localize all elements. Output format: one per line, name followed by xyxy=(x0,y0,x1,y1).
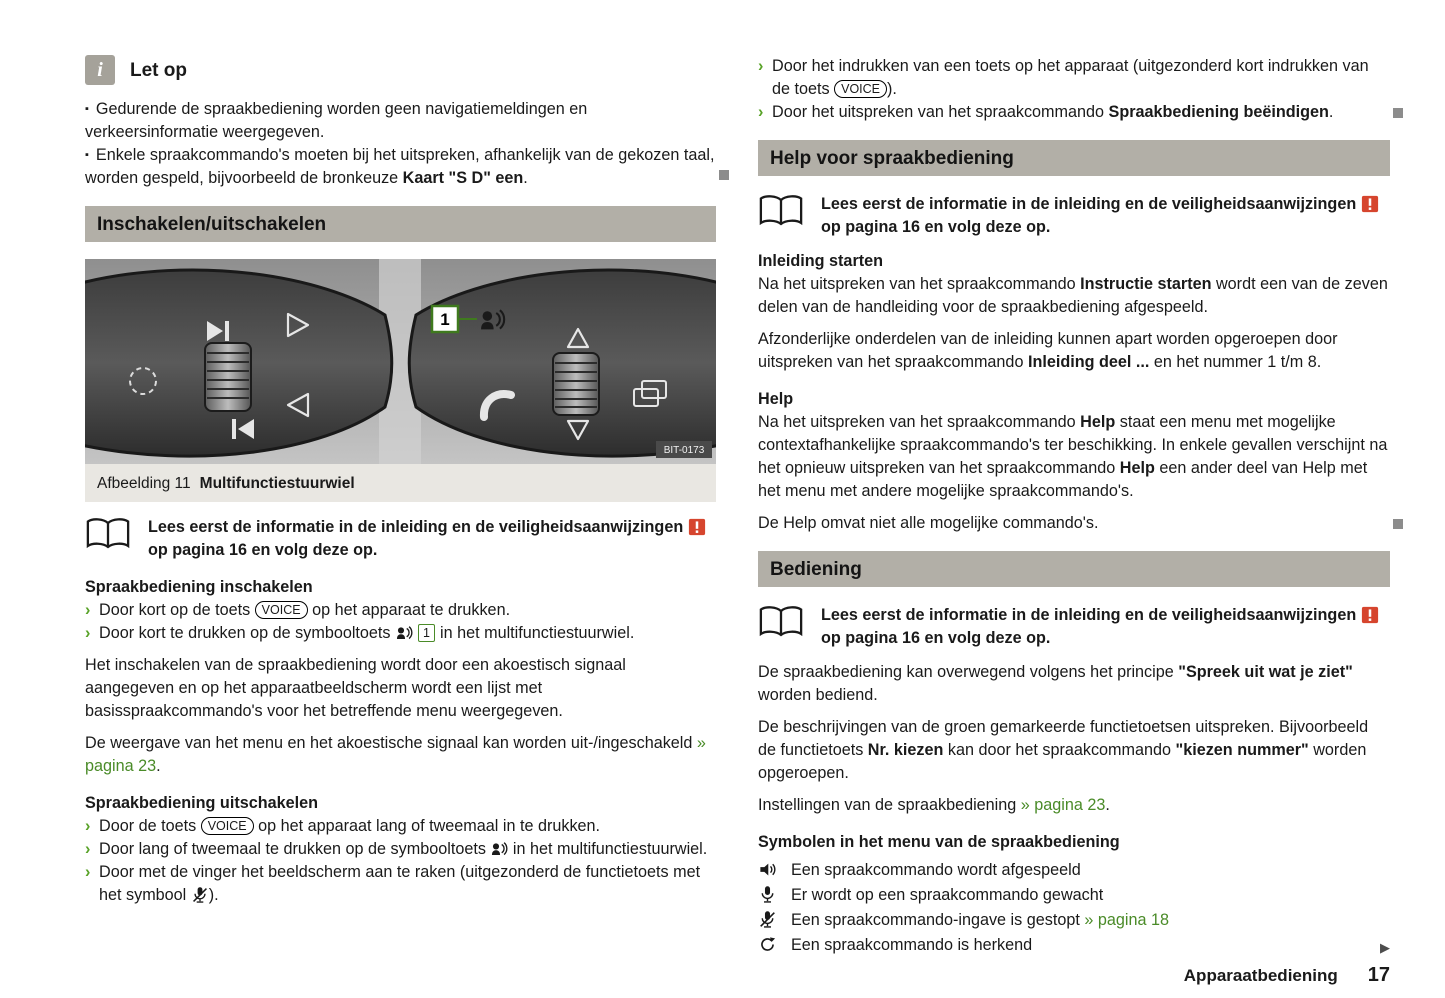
text-run: op pagina 16 en volg deze op. xyxy=(821,218,1051,236)
text-run: "kiezen nummer" xyxy=(1175,741,1309,759)
safety-note xyxy=(758,604,1390,650)
page-number: 17 xyxy=(1367,964,1390,986)
text-run: Door de toets xyxy=(99,817,201,835)
figure-11 xyxy=(85,259,716,502)
text-run: Instellingen van de spraakbediening xyxy=(758,796,1021,814)
key-voice: VOICE xyxy=(834,80,887,98)
text-run: Door kort te drukken op de symbooltoets xyxy=(99,624,396,642)
paragraph xyxy=(758,328,1390,374)
text-run xyxy=(413,624,418,642)
text-run: Lees eerst de informatie in de inleiding en de veiligheidsaanwijzingen xyxy=(821,195,1361,213)
text-run: De spraakbediening kan overwegend volgens het principe xyxy=(758,663,1179,681)
section-title: Bediening xyxy=(770,558,862,580)
list-item xyxy=(758,55,1390,101)
voice-icon xyxy=(490,840,508,858)
text-run: Na het uitspreken van het spraakcommando xyxy=(758,413,1081,431)
warning-icon xyxy=(688,518,706,536)
list-item-text xyxy=(772,103,1333,121)
text-run: Door lang of tweemaal te drukken op de symbooltoets xyxy=(99,840,491,858)
subsection-heading: Inleiding starten xyxy=(758,252,884,270)
image-code: BIT-0173 xyxy=(663,445,705,456)
footer-section-label: Apparaatbediening xyxy=(1183,966,1338,985)
list-item-text xyxy=(772,57,1369,98)
figure-caption xyxy=(85,464,716,502)
note-text xyxy=(85,146,715,187)
section-title: Inschakelen/uitschakelen xyxy=(97,213,327,235)
section-title: Help voor spraakbediening xyxy=(770,147,1014,169)
right-column xyxy=(758,55,1390,957)
paragraph xyxy=(85,732,716,778)
key-1: 1 xyxy=(418,624,436,642)
text-run: worden bediend. xyxy=(758,686,878,704)
text-run: ). xyxy=(887,80,897,98)
text-run: Lees eerst de informatie in de inleiding en de veiligheidsaanwijzingen xyxy=(821,606,1361,624)
list-item xyxy=(85,599,716,622)
paragraph xyxy=(758,273,1390,319)
safety-note-text xyxy=(148,516,716,562)
text-run: Door kort op de toets xyxy=(99,601,255,619)
paragraph xyxy=(85,654,716,723)
chevron-bullet-icon: › xyxy=(758,57,764,75)
text-run: Een spraakcommando wordt afgespeeld xyxy=(791,861,1081,879)
text-run: Na het uitspreken van het spraakcommando xyxy=(758,275,1081,293)
symbol-row xyxy=(758,883,1390,907)
left-column xyxy=(85,55,716,907)
book-icon xyxy=(758,605,804,638)
page-link[interactable]: » pagina 23 xyxy=(1020,796,1106,814)
list-item-text xyxy=(99,863,700,904)
text-run: kan door het spraakcommando xyxy=(943,741,1176,759)
text-run: . xyxy=(523,169,528,187)
list-item xyxy=(85,622,716,645)
list-item xyxy=(85,815,716,838)
section-end-marker xyxy=(1393,108,1403,118)
chevron-bullet-icon: › xyxy=(85,601,91,619)
symbol-row xyxy=(758,908,1390,932)
text-run: . xyxy=(156,757,161,775)
subsection-heading: Spraakbediening inschakelen xyxy=(85,578,313,596)
text-run: wordt een van de zeven delen van de handleiding voor de spraakbediening afgespeeld. xyxy=(758,275,1388,316)
text-run: Er wordt op een spraakcommando gewacht xyxy=(791,886,1104,904)
page-link[interactable]: » pagina 18 xyxy=(1084,911,1169,929)
figure-caption-title: Multifunctiestuurwiel xyxy=(199,474,355,492)
text-run: Help xyxy=(1080,413,1116,431)
key-voice: VOICE xyxy=(255,601,308,619)
list-item-text xyxy=(99,817,600,835)
figure-caption-number: Afbeelding 11 xyxy=(97,474,191,492)
text-run: Enkele spraakcommando's moeten bij het uitspreken, afhankelijk van de gekozen taal, worden gespeld, bijvoorbeeld de bronkeuze xyxy=(85,146,715,187)
chevron-bullet-icon: › xyxy=(85,817,91,835)
list-item xyxy=(85,861,716,907)
note-item xyxy=(85,144,716,190)
text-run: . xyxy=(1328,103,1334,121)
paragraph xyxy=(758,794,1390,817)
chevron-bullet-icon: › xyxy=(85,840,91,858)
section-end-marker xyxy=(719,170,729,180)
book-icon xyxy=(758,194,804,227)
symbol-row xyxy=(758,858,1390,882)
subsection-heading: Symbolen in het menu van de spraakbediening xyxy=(758,833,1120,851)
list-item-text xyxy=(99,624,634,642)
note-text xyxy=(85,100,587,141)
text-run: en het nummer 1 t/m 8. xyxy=(1149,353,1322,371)
key-voice: VOICE xyxy=(201,817,254,835)
mic-stop-icon xyxy=(191,886,209,904)
text-run: Nr. kiezen xyxy=(867,741,944,759)
text-run: De beschrijvingen van de groen gemarkeerde functietoetsen uitspreken. Bijvoorbeeld de functietoets xyxy=(758,718,1369,759)
section-header-help xyxy=(758,140,1390,176)
refresh-icon xyxy=(758,935,777,954)
paragraph xyxy=(758,661,1390,707)
mic-stop-icon xyxy=(758,910,777,929)
page-footer xyxy=(1184,964,1390,987)
text-run: in het multifunctiestuurwiel. xyxy=(435,624,635,642)
square-bullet-icon: ▪ xyxy=(85,103,89,115)
next-page-arrow: ▶ xyxy=(1380,940,1390,955)
paragraph xyxy=(758,411,1390,503)
section-header-bediening xyxy=(758,551,1390,587)
note-header xyxy=(85,55,716,85)
list-item-text xyxy=(99,840,707,858)
chevron-bullet-icon: › xyxy=(758,103,764,121)
safety-note xyxy=(758,193,1390,239)
text-run: Help xyxy=(1119,459,1155,477)
info-icon: i xyxy=(85,55,115,85)
text-run: Een spraakcommando is herkend xyxy=(791,936,1033,954)
chevron-bullet-icon: › xyxy=(85,624,91,642)
figure-callout-number: 1 xyxy=(440,310,450,329)
page-link[interactable]: » pagina 23 xyxy=(85,734,706,775)
text-run: een ander deel van Help met het menu met andere mogelijke spraakcommando's. xyxy=(758,459,1368,500)
text-run: De weergave van het menu en het akoestische signaal kan worden uit-/ingeschakeld xyxy=(85,734,697,752)
text-run: in het multifunctiestuurwiel. xyxy=(508,840,708,858)
text-run: Kaart "S D" een xyxy=(402,169,524,187)
text-run: Afzonderlijke onderdelen van de inleiding kunnen apart worden opgeroepen door uitspreken van het spraakcommando xyxy=(758,330,1338,371)
text-run: staat een menu met mogelijke contextafhankelijke spraakcommando's ter beschikking. In enkele gevallen verschijnt na het opnieuw uitspreken van het spraakcommando xyxy=(758,413,1388,477)
text-run: op het apparaat te drukken. xyxy=(307,601,511,619)
paragraph xyxy=(758,716,1390,785)
safety-note-text xyxy=(821,193,1390,239)
text-run: De Help omvat niet alle mogelijke commando's. xyxy=(758,514,1099,532)
warning-icon xyxy=(1361,606,1379,624)
multifunction-steering-wheel-image xyxy=(85,259,716,464)
section-header-inschakelen xyxy=(85,206,716,242)
text-run: Het inschakelen van de spraakbediening wordt door een akoestisch signaal aangegeven en op het apparaatbeeldscherm wordt een lijst met basisspraakcommando's voor het betreffende menu weergegeven. xyxy=(85,656,626,720)
text-run: worden opgeroepen. xyxy=(758,741,1367,782)
text-run: Spraakbediening beëindigen xyxy=(1108,103,1329,121)
square-bullet-icon: ▪ xyxy=(85,149,89,161)
text-run: Door het indrukken van een toets op het apparaat (uitgezonderd kort indrukken van de toets xyxy=(772,57,1369,98)
warning-icon xyxy=(1361,195,1379,213)
speaker-icon xyxy=(758,860,777,879)
text-run: Inleiding deel ... xyxy=(1027,353,1150,371)
text-run: Instructie starten xyxy=(1080,275,1212,293)
text-run: Door met de vinger het beeldscherm aan te raken (uitgezonderd de functietoets met het symbool xyxy=(99,863,701,904)
voice-icon xyxy=(395,624,413,642)
text-run: Een spraakcommando-ingave is gestopt xyxy=(791,911,1085,929)
subsection-heading: Spraakbediening uitschakelen xyxy=(85,794,318,812)
text-run: Lees eerst de informatie in de inleiding en de veiligheidsaanwijzingen xyxy=(148,518,688,536)
safety-note-text xyxy=(821,604,1390,650)
text-run: op het apparaat lang of tweemaal in te drukken. xyxy=(253,817,601,835)
chevron-bullet-icon: › xyxy=(85,863,91,881)
list-item xyxy=(85,838,716,861)
mic-icon xyxy=(758,885,777,904)
text-run: Door het uitspreken van het spraakcommando xyxy=(772,103,1109,121)
list-item-text xyxy=(99,601,510,619)
book-icon xyxy=(85,517,131,550)
text-run: op pagina 16 en volg deze op. xyxy=(821,629,1051,647)
note-title: Let op xyxy=(130,59,187,81)
note-item xyxy=(85,98,716,144)
text-run: "Spreek uit wat je ziet" xyxy=(1178,663,1353,681)
text-run: ). xyxy=(208,886,219,904)
section-end-marker xyxy=(1393,519,1403,529)
list-item xyxy=(758,101,1390,124)
safety-note xyxy=(85,516,716,562)
paragraph xyxy=(758,512,1390,535)
text-run: Gedurende de spraakbediening worden geen navigatiemeldingen en verkeersinformatie weergegeven. xyxy=(85,100,588,141)
text-run: op pagina 16 en volg deze op. xyxy=(148,541,378,559)
subsection-heading: Help xyxy=(758,390,794,408)
text-run: . xyxy=(1105,796,1110,814)
